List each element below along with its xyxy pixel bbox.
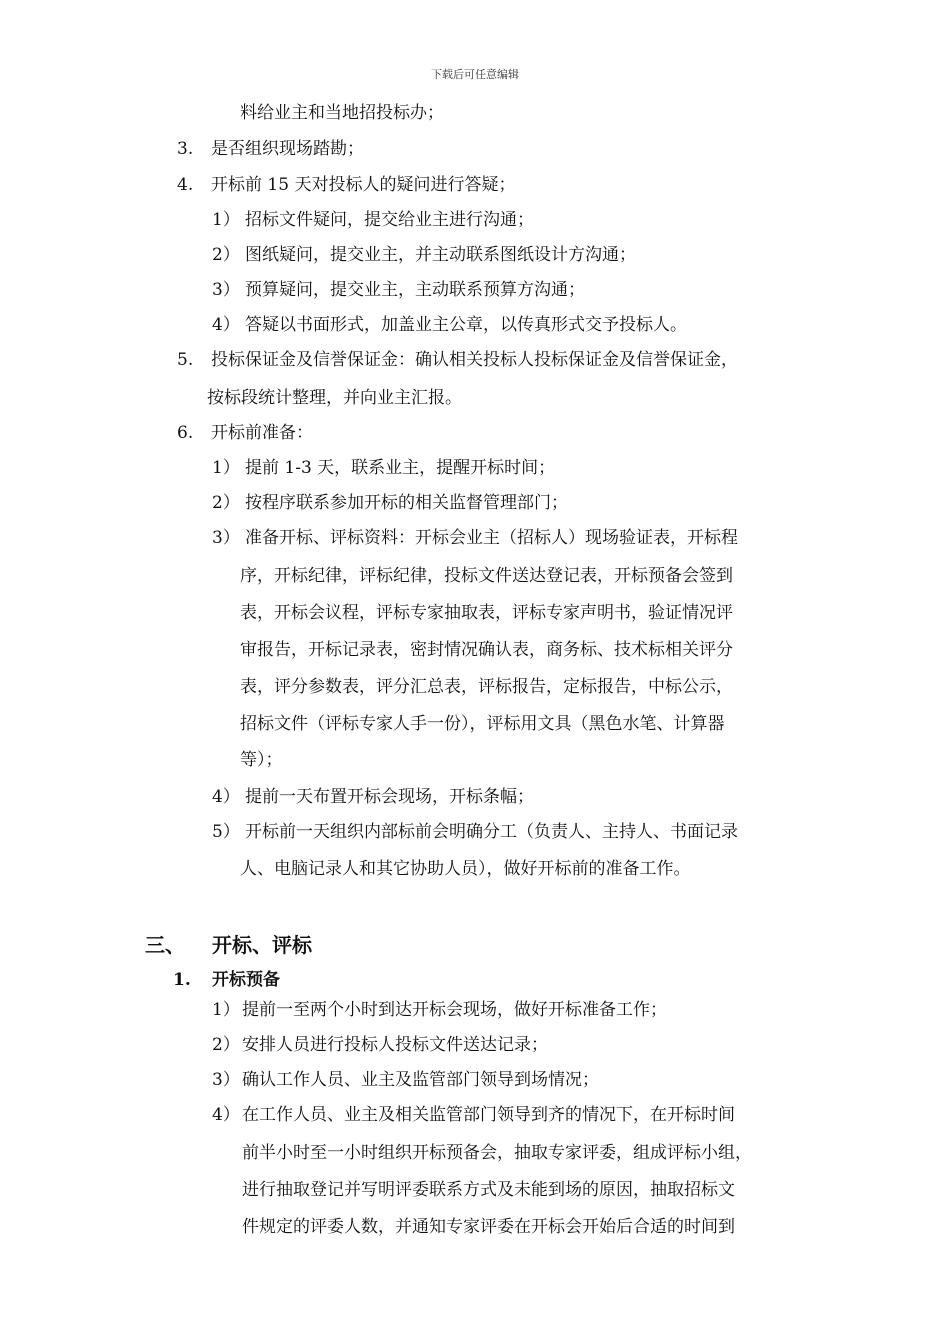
text-line: 表，评分参数表，评分汇总表，评标报告，定标报告，中标公示， xyxy=(240,677,733,697)
subsection-heading: 1. 开标预备 xyxy=(173,970,280,990)
list-item: 4） 答疑以书面形式，加盖业主公章，以传真形式交予投标人。 xyxy=(212,315,687,335)
text-line: 招标文件（评标专家人手一份），评标用文具（黑色水笔、计算器 xyxy=(240,714,725,734)
text-line: 进行抽取登记并写明评委联系方式及未能到场的原因，抽取招标文 xyxy=(242,1180,735,1200)
text-line: 按标段统计整理，并向业主汇报。 xyxy=(207,388,462,408)
list-item: 1） 提前 1-3 天，联系业主，提醒开标时间； xyxy=(212,458,556,478)
list-item: 2） 图纸疑问，提交业主，并主动联系图纸设计方沟通； xyxy=(212,245,636,265)
list-item: 5） 开标前一天组织内部标前会明确分工（负责人、主持人、书面记录 xyxy=(212,822,738,842)
text-line: 人、电脑记录人和其它协助人员），做好开标前的准备工作。 xyxy=(240,859,691,879)
list-item: 3） 准备开标、评标资料：开标会业主（招标人）现场验证表，开标程 xyxy=(212,528,738,548)
text-line: 审报告，开标记录表，密封情况确认表，商务标、技术标相关评分 xyxy=(240,640,733,660)
list-item: 1） 招标文件疑问，提交给业主进行沟通； xyxy=(212,210,534,230)
text-line: 表，开标会议程，评标专家抽取表，评标专家声明书，验证情况评 xyxy=(240,603,733,623)
text-line: 料给业主和当地招投标办； xyxy=(240,103,444,123)
list-item: 2） 按程序联系参加开标的相关监督管理部门； xyxy=(212,493,568,513)
list-item: 1） 提前一至两个小时到达开标会现场，做好开标准备工作； xyxy=(212,1000,667,1020)
list-item: 3. 是否组织现场踏勘； xyxy=(177,139,364,159)
list-item: 4） 在工作人员、业主及相关监管部门领导到齐的情况下，在开标时间 xyxy=(212,1105,735,1125)
list-item: 4） 提前一天布置开标会现场，开标条幅； xyxy=(212,787,534,807)
list-item: 2） 安排人员进行投标人投标文件送达记录； xyxy=(212,1035,548,1055)
section-heading: 三、 开标、评标 xyxy=(145,933,312,957)
list-item: 5. 投标保证金及信誉保证金：确认相关投标人投标保证金及信誉保证金， xyxy=(177,350,738,370)
list-item: 6. 开标前准备： xyxy=(177,423,313,443)
list-item: 3） 预算疑问，提交业主，主动联系预算方沟通； xyxy=(212,280,585,300)
text-line: 前半小时至一小时组织开标预备会，抽取专家评委，组成评标小组， xyxy=(242,1143,752,1163)
text-line: 序，开标纪律，评标纪律，投标文件送达登记表，开标预备会签到 xyxy=(240,566,733,586)
list-item: 4. 开标前 15 天对投标人的疑问进行答疑； xyxy=(177,175,516,195)
page-header: 下载后可任意编辑 xyxy=(431,68,519,81)
text-line: 等）； xyxy=(240,750,283,770)
list-item: 3） 确认工作人员、业主及监管部门领导到场情况； xyxy=(212,1070,599,1090)
text-line: 件规定的评委人数，并通知专家评委在开标会开始后合适的时间到 xyxy=(242,1217,735,1237)
